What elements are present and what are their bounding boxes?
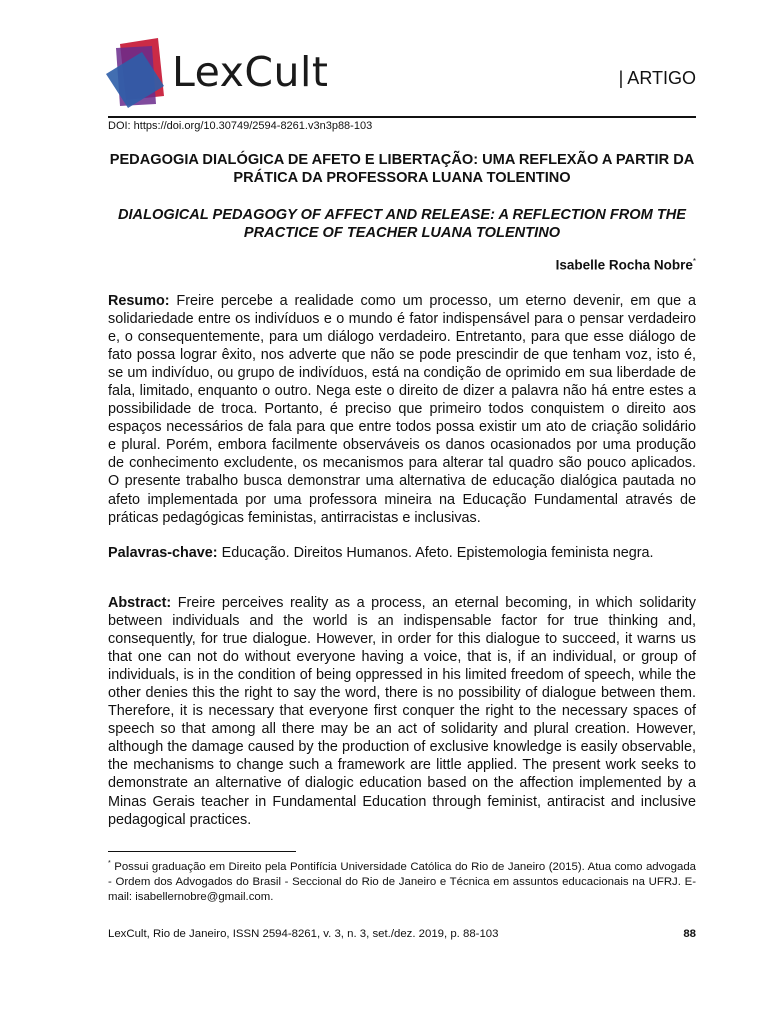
header-divider [108, 116, 696, 118]
title-english: DIALOGICAL PEDAGOGY OF AFFECT AND RELEASE: A REFLECTION FROM THE PRACTICE OF TEACHER LUANA TOLENTINO [117, 207, 687, 241]
footer-citation: LexCult, Rio de Janeiro, ISSN 2594-8261, v. 3, n. 3, set./dez. 2019, p. 88-103 [108, 928, 499, 940]
resumo-paragraph [108, 292, 696, 527]
resumo-text: Freire percebe a realidade como um processo, um eterno devenir, em que a solidariedade entre os indivíduos e o mundo é fator indispensável para o pensar verdadeiro e, o consequentemente, para um diálogo verdadeiro. Entretanto, para que esse diálogo de fato possa lograr êxito, nos adverte que não se pode prescindir de que tenham voz, isto é, se um indivíduo, ou grupo de indivíduos, está na condição de oprimido em sua liberdade de fala, limitado, enquanto o outro. Nega este o direito de dizer a palavra não há entre estes a possibilidade de troca. Portanto, é preciso que primeiro todos conquistem o direito aos espaços necessários de fala para que entre todos possa existir um ato de criação solidário e plural. Porém, embora facilmente observáveis os danos ocasionados por uma produção de conhecimento excludente, os mecanismos para alterar tal quadro são pouco aplicados. O presente trabalho busca demonstrar uma alternativa de educação dialógica pautada no afeto implementada por uma professora mineira na Educação Fundamental através de práticas pedagógicas feministas, antirracistas e inclusivas. [108, 293, 697, 526]
footnote [108, 856, 696, 905]
logo-wordmark: LexCult [172, 48, 329, 96]
abstract-label: Abstract: [108, 595, 172, 611]
author-name-text: Isabelle Rocha Nobre [555, 257, 693, 273]
footnote-divider [108, 851, 296, 852]
abstract-paragraph [108, 594, 696, 829]
title-portuguese: PEDAGOGIA DIALÓGICA DE AFETO E LIBERTAÇÃO: UMA REFLEXÃO A PARTIR DA PRÁTICA DA PROFESSORA LUANA TOLENTINO [109, 152, 695, 186]
lexcult-logo [106, 38, 356, 108]
author-name [556, 257, 696, 273]
author-footnote-mark: * [692, 257, 696, 266]
page-number: 88 [683, 928, 696, 940]
resumo-label: Resumo: [108, 293, 170, 309]
footnote-text: Possui graduação em Direito pela Pontifícia Universidade Católica do Rio de Janeiro (2015). Atua como advogada - Ordem dos Advogados do Brasil - Seccional do Rio de Janeiro e Técnica em assuntos educacionais na UFRJ. E-mail: isabellernobre@gmail.com. [108, 860, 696, 903]
keywords-text: Educação. Direitos Humanos. Afeto. Epistemologia feminista negra. [221, 545, 654, 561]
footnote-mark: * [108, 860, 111, 867]
keywords-paragraph [108, 544, 696, 562]
logo-mark-icon [106, 38, 170, 108]
doi-link[interactable]: DOI: https://doi.org/10.30749/2594-8261.v3n3p88-103 [108, 120, 373, 132]
keywords-label: Palavras-chave: [108, 545, 218, 561]
section-label: | ARTIGO [618, 68, 696, 88]
abstract-text: Freire perceives reality as a process, an eternal becoming, in which solidarity between individuals and the world is an indispensable factor for true thinking and, consequently, for true dialogue. However, in order for this dialogue to succeed, it warns us that one can not do without everyone having a voice, that is, if an individual, or group of individuals, is in the condition of being oppressed in his limited freedom of speech, while the other denies this the right to say the word, there is no possibility of dialogue between them. Therefore, it is necessary that everyone first conquer the right to the necessary spaces of speech so that among all there may be an act of solidarity and plural creation. However, although the damage caused by the production of exclusive knowledge is easily observable, the mechanisms to change such a framework are little applied. The present work seeks to demonstrate an alternative of dialogic education based on the affection implemented by a Minas Gerais teacher in Fundamental Education through feminist, antiracist and inclusive pedagogical practices. [108, 595, 696, 828]
